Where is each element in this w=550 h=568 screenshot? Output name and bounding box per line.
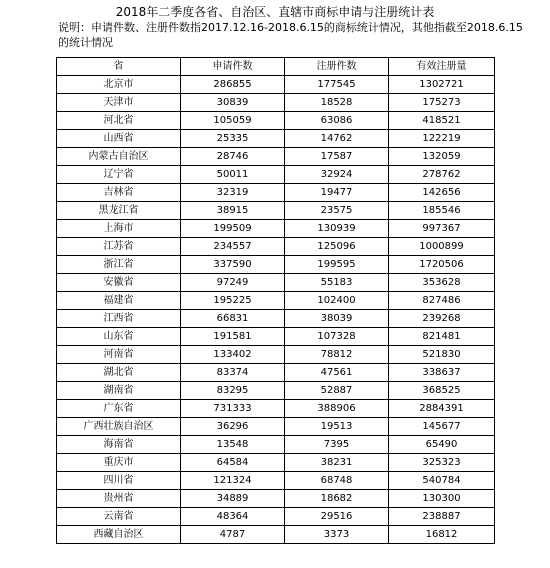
cell-registrations: 107328 — [285, 328, 389, 346]
cell-province: 江西省 — [57, 310, 181, 328]
table-row — [57, 472, 495, 490]
cell-registrations: 23575 — [285, 202, 389, 220]
cell-province: 河南省 — [57, 346, 181, 364]
cell-valid-registrations: 368525 — [389, 382, 495, 400]
cell-registrations: 32924 — [285, 166, 389, 184]
table-row — [57, 490, 495, 508]
cell-registrations: 18528 — [285, 94, 389, 112]
cell-valid-registrations: 175273 — [389, 94, 495, 112]
cell-valid-registrations: 2884391 — [389, 400, 495, 418]
cell-province: 江苏省 — [57, 238, 181, 256]
cell-registrations: 52887 — [285, 382, 389, 400]
cell-valid-registrations: 130300 — [389, 490, 495, 508]
cell-valid-registrations: 338637 — [389, 364, 495, 382]
cell-applications: 36296 — [181, 418, 285, 436]
cell-registrations: 177545 — [285, 76, 389, 94]
cell-applications: 234557 — [181, 238, 285, 256]
cell-applications: 337590 — [181, 256, 285, 274]
cell-registrations: 388906 — [285, 400, 389, 418]
cell-applications: 199509 — [181, 220, 285, 238]
cell-province: 天津市 — [57, 94, 181, 112]
cell-registrations: 17587 — [285, 148, 389, 166]
cell-applications: 64584 — [181, 454, 285, 472]
cell-province: 湖南省 — [57, 382, 181, 400]
table-body — [57, 76, 495, 544]
table-row — [57, 94, 495, 112]
table-row — [57, 202, 495, 220]
cell-valid-registrations: 132059 — [389, 148, 495, 166]
cell-province: 浙江省 — [57, 256, 181, 274]
cell-province: 贵州省 — [57, 490, 181, 508]
cell-registrations: 14762 — [285, 130, 389, 148]
table-row — [57, 436, 495, 454]
cell-province: 山东省 — [57, 328, 181, 346]
table-header-row — [57, 58, 495, 76]
cell-valid-registrations: 821481 — [389, 328, 495, 346]
table-row — [57, 328, 495, 346]
cell-applications: 195225 — [181, 292, 285, 310]
table-row — [57, 184, 495, 202]
table-row — [57, 454, 495, 472]
table-row — [57, 292, 495, 310]
cell-applications: 121324 — [181, 472, 285, 490]
cell-applications: 34889 — [181, 490, 285, 508]
cell-valid-registrations: 827486 — [389, 292, 495, 310]
cell-valid-registrations: 1000899 — [389, 238, 495, 256]
cell-applications: 83295 — [181, 382, 285, 400]
cell-valid-registrations: 185546 — [389, 202, 495, 220]
cell-province: 福建省 — [57, 292, 181, 310]
cell-registrations: 78812 — [285, 346, 389, 364]
cell-registrations: 47561 — [285, 364, 389, 382]
table-row — [57, 364, 495, 382]
cell-registrations: 38039 — [285, 310, 389, 328]
cell-applications: 48364 — [181, 508, 285, 526]
cell-valid-registrations: 540784 — [389, 472, 495, 490]
cell-registrations: 7395 — [285, 436, 389, 454]
cell-province: 广西壮族自治区 — [57, 418, 181, 436]
table-row — [57, 220, 495, 238]
table-row — [57, 382, 495, 400]
cell-valid-registrations: 278762 — [389, 166, 495, 184]
cell-valid-registrations: 1302721 — [389, 76, 495, 94]
header-valid-registrations: 有效注册量 — [389, 58, 495, 76]
cell-applications: 25335 — [181, 130, 285, 148]
table-row — [57, 256, 495, 274]
cell-applications: 38915 — [181, 202, 285, 220]
cell-province: 湖北省 — [57, 364, 181, 382]
cell-applications: 50011 — [181, 166, 285, 184]
cell-province: 辽宁省 — [57, 166, 181, 184]
table-row — [57, 274, 495, 292]
cell-province: 海南省 — [57, 436, 181, 454]
cell-province: 重庆市 — [57, 454, 181, 472]
cell-valid-registrations: 238887 — [389, 508, 495, 526]
cell-applications: 105059 — [181, 112, 285, 130]
cell-applications: 83374 — [181, 364, 285, 382]
cell-valid-registrations: 353628 — [389, 274, 495, 292]
cell-province: 云南省 — [57, 508, 181, 526]
cell-applications: 4787 — [181, 526, 285, 544]
cell-valid-registrations: 418521 — [389, 112, 495, 130]
cell-valid-registrations: 145677 — [389, 418, 495, 436]
cell-valid-registrations: 142656 — [389, 184, 495, 202]
cell-valid-registrations: 521830 — [389, 346, 495, 364]
table-row — [57, 238, 495, 256]
cell-applications: 66831 — [181, 310, 285, 328]
cell-province: 黑龙江省 — [57, 202, 181, 220]
cell-valid-registrations: 997367 — [389, 220, 495, 238]
cell-applications: 286855 — [181, 76, 285, 94]
cell-registrations: 3373 — [285, 526, 389, 544]
cell-applications: 97249 — [181, 274, 285, 292]
cell-applications: 28746 — [181, 148, 285, 166]
cell-applications: 731333 — [181, 400, 285, 418]
cell-applications: 13548 — [181, 436, 285, 454]
cell-registrations: 29516 — [285, 508, 389, 526]
cell-registrations: 38231 — [285, 454, 389, 472]
cell-registrations: 19513 — [285, 418, 389, 436]
cell-province: 安徽省 — [57, 274, 181, 292]
header-applications: 申请件数 — [181, 58, 285, 76]
cell-province: 吉林省 — [57, 184, 181, 202]
cell-registrations: 18682 — [285, 490, 389, 508]
cell-applications: 133402 — [181, 346, 285, 364]
cell-province: 内蒙古自治区 — [57, 148, 181, 166]
cell-registrations: 68748 — [285, 472, 389, 490]
cell-registrations: 19477 — [285, 184, 389, 202]
cell-valid-registrations: 239268 — [389, 310, 495, 328]
table-row — [57, 508, 495, 526]
cell-province: 河北省 — [57, 112, 181, 130]
table-row — [57, 166, 495, 184]
cell-province: 上海市 — [57, 220, 181, 238]
table-row — [57, 148, 495, 166]
cell-registrations: 63086 — [285, 112, 389, 130]
cell-province: 西藏自治区 — [57, 526, 181, 544]
cell-registrations: 130939 — [285, 220, 389, 238]
header-registrations: 注册件数 — [285, 58, 389, 76]
cell-province: 四川省 — [57, 472, 181, 490]
document-note: 说明：申请件数、注册件数指2017.12.16-2018.6.15的商标统计情况，其他指截至2018.6.15的统计情况 — [58, 21, 523, 49]
cell-valid-registrations: 16812 — [389, 526, 495, 544]
cell-province: 广东省 — [57, 400, 181, 418]
cell-province: 山西省 — [57, 130, 181, 148]
cell-province: 北京市 — [57, 76, 181, 94]
header-province: 省 — [57, 58, 181, 76]
table-row — [57, 310, 495, 328]
table-row — [57, 346, 495, 364]
cell-applications: 32319 — [181, 184, 285, 202]
cell-valid-registrations: 65490 — [389, 436, 495, 454]
cell-registrations: 199595 — [285, 256, 389, 274]
cell-valid-registrations: 122219 — [389, 130, 495, 148]
table-row — [57, 400, 495, 418]
table-row — [57, 130, 495, 148]
cell-registrations: 102400 — [285, 292, 389, 310]
cell-registrations: 125096 — [285, 238, 389, 256]
cell-valid-registrations: 325323 — [389, 454, 495, 472]
document-title: 2018年二季度各省、自治区、直辖市商标申请与注册统计表 — [115, 5, 435, 19]
cell-applications: 30839 — [181, 94, 285, 112]
table-row — [57, 418, 495, 436]
trademark-stats-table — [56, 57, 495, 544]
cell-applications: 191581 — [181, 328, 285, 346]
table-row — [57, 526, 495, 544]
cell-registrations: 55183 — [285, 274, 389, 292]
table-row — [57, 76, 495, 94]
table-row — [57, 112, 495, 130]
cell-valid-registrations: 1720506 — [389, 256, 495, 274]
